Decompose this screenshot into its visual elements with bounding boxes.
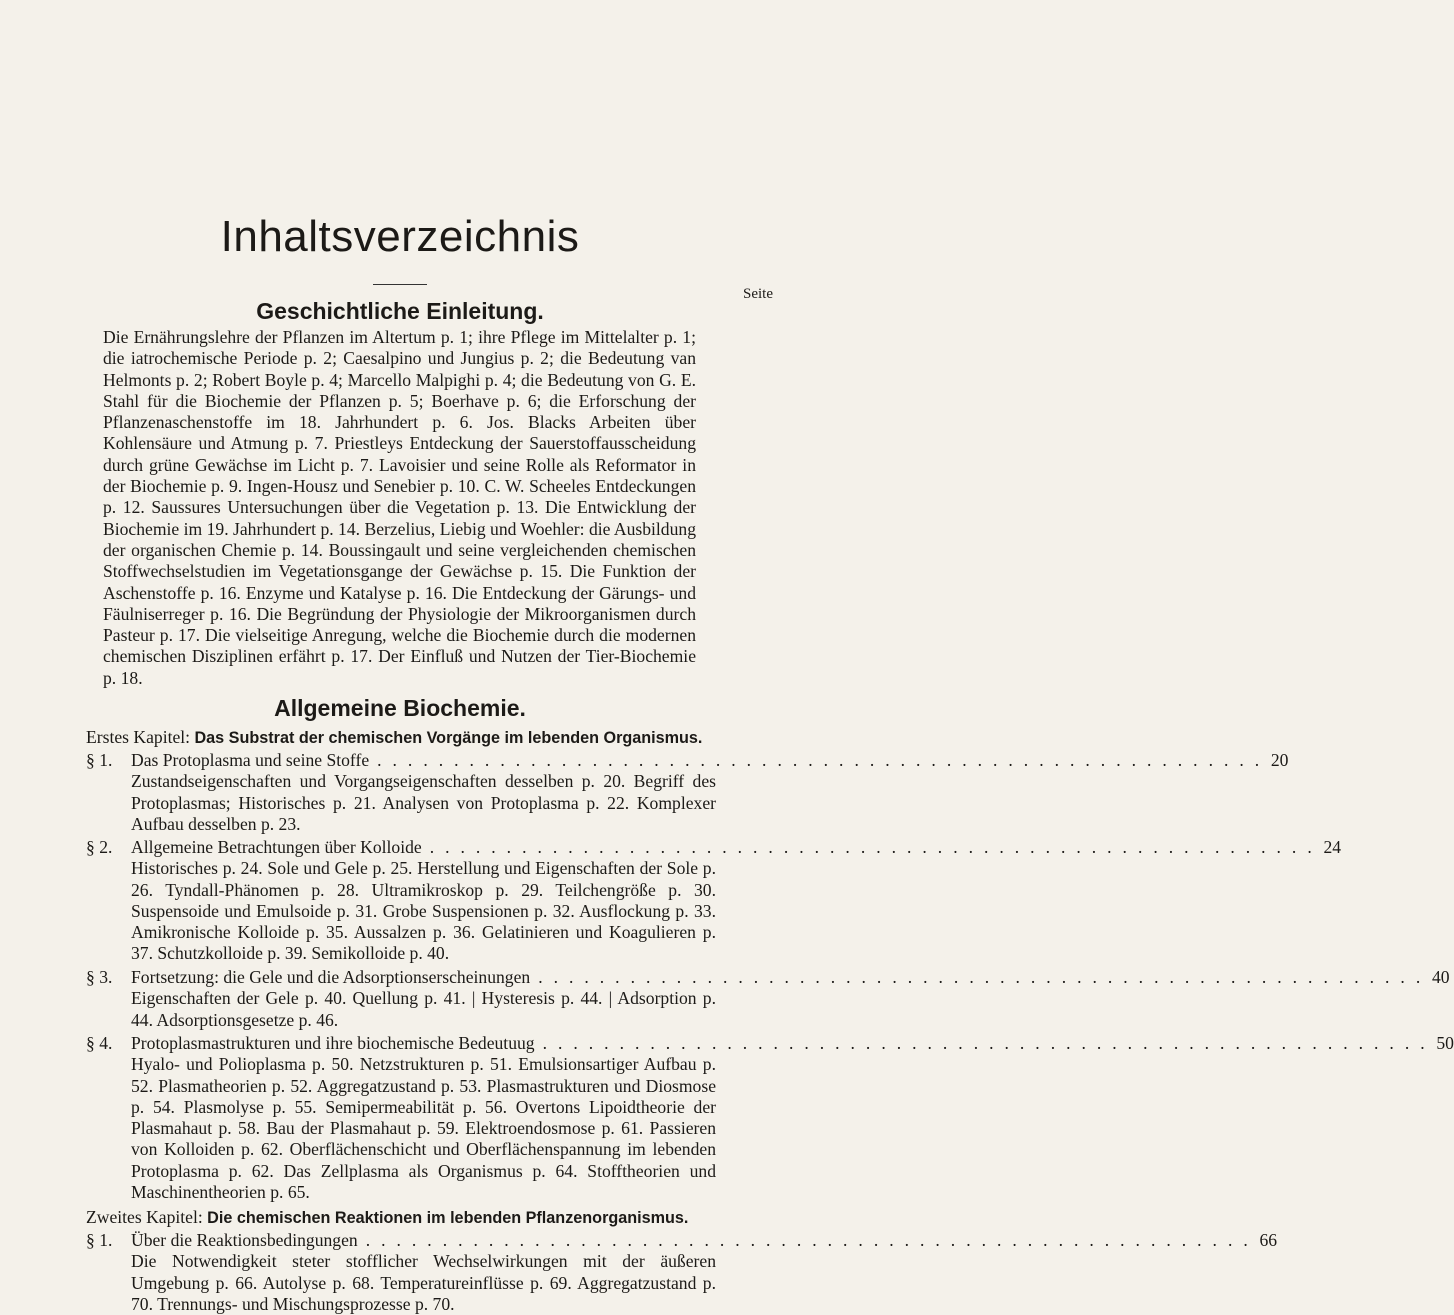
section-page: 20: [1270, 750, 1289, 770]
page-column-label: Seite: [743, 286, 773, 302]
toc-section: [86, 837, 1342, 965]
section-description: Hyalo- und Polioplasma p. 50. Netzstrukturen p. 51. Emulsionsartiger Aufbau p. 52. Plasmatheorien p. 52. Aggregatzustand p. 53. Plasmastrukturen und Diosmose p. 54. Plasmolyse p. 55. Semipermeabilität p. 56. Overtons Lipoidtheorie der Plasmahaut p. 58. Bau der Plasmahaut p. 59. Elektroendosmose p. 61. Passieren von Kolloiden p. 62. Oberflächenschicht und Oberflächenspannung im lebenden Protoplasma p. 62. Das Zellplasma als Organismus p. 64. Stofftheorien und Maschinentheorien p. 65.: [131, 1054, 716, 1203]
section-page: 24: [1323, 837, 1342, 857]
chapter-heading: [86, 1207, 716, 1228]
section-number: § 1.: [86, 750, 113, 770]
section-title: Allgemeine Betrachtungen über Kolloide: [131, 837, 422, 857]
intro-heading: Geschichtliche Einleitung.: [256, 298, 544, 324]
toc-section: [86, 967, 1450, 1031]
section-description: Die Notwendigkeit steter stofflicher Wechselwirkungen mit der äußeren Umgebung p. 66. Autolyse p. 68. Temperatureinflüsse p. 69. Aggregatzustand p. 70. Trennungs- und Mischungsprozesse p. 70.: [131, 1251, 716, 1314]
dot-leader: . . . . . . . . . . . . . . . . . . . . . . . . . . . . . . . . . . . . . . . . . . . . . . . . . . . . . . . . . .: [365, 1230, 1252, 1250]
title-divider: [373, 284, 427, 285]
section-description: Zustandseigenschaften und Vorgangseigenschaften desselben p. 20. Begriff des Protoplasmas; Historisches p. 21. Analysen von Protoplasma p. 22. Komplexer Aufbau desselben p. 23.: [131, 771, 716, 834]
section-number: § 4.: [86, 1033, 113, 1053]
intro-text: Die Ernährungslehre der Pflanzen im Altertum p. 1; ihre Pflege im Mittelalter p. 1; die iatrochemische Periode p. 2; Caesalpino und Jungius p. 2; die Bedeutung van Helmonts p. 2; Robert Boyle p. 4; Marcello Malpighi p. 4; die Bedeutung von G. E. Stahl für die Biochemie der Pflanzen p. 5; Boerhave p. 6; die Erforschung der Pflanzenaschenstoffe im 18. Jahrhundert p. 6. Jos. Blacks Arbeiten über Kohlensäure und Atmung p. 7. Priestleys Entdeckung der Sauerstoffausscheidung durch grüne Gewächse im Licht p. 7. Lavoisier und seine Rolle als Reformator in der Biochemie p. 9. Ingen-Housz und Senebier p. 10. C. W. Scheeles Entdeckungen p. 12. Saussures Untersuchungen über die Vegetation p. 13. Die Entwicklung der Biochemie im 19. Jahrhundert p. 14. Berzelius, Liebig und Woehler: die Ausbildung der organischen Chemie p. 14. Boussingault und seine vergleichenden chemischen Stoffwechselstudien im Vegetationsgange der Gewächse p. 15. Die Funktion der Aschenstoffe p. 16. Enzyme und Katalyse p. 16. Die Entdeckung der Gärungs- und Fäulniserreger p. 16. Die Begründung der Physiologie der Mikroorganismen durch Pasteur p. 17. Die vielseitige Anregung, welche die Biochemie durch die modernen chemischen Disziplinen erfährt p. 17. Der Einfluß und Nutzen der Tier-Biochemie p. 18.: [103, 327, 696, 688]
section-title: Das Protoplasma und seine Stoffe: [131, 750, 370, 770]
section-page: 40: [1431, 967, 1450, 987]
section-title: Protoplasmastrukturen und ihre biochemische Bedeutuug: [131, 1033, 535, 1053]
part-heading: Allgemeine Biochemie.: [274, 695, 526, 721]
section-number: § 2.: [86, 837, 113, 857]
toc-section: [86, 1033, 1454, 1203]
chapter-label: Erstes Kapitel:: [86, 727, 191, 747]
section-page: 66: [1259, 1230, 1278, 1250]
dot-leader: . . . . . . . . . . . . . . . . . . . . . . . . . . . . . . . . . . . . . . . . . . . . . . . . . . . . . . . . . .: [429, 837, 1316, 857]
dot-leader: . . . . . . . . . . . . . . . . . . . . . . . . . . . . . . . . . . . . . . . . . . . . . . . . . . . . . . . . . .: [377, 750, 1263, 770]
chapter-heading: [86, 727, 716, 748]
dot-leader: . . . . . . . . . . . . . . . . . . . . . . . . . . . . . . . . . . . . . . . . . . . . . . . . . . . . . . . . . .: [538, 967, 1424, 987]
section-page: 50: [1436, 1033, 1454, 1053]
toc-section: [86, 1230, 1278, 1315]
chapter-title: Die chemischen Reaktionen im lebenden Pflanzenorganismus.: [207, 1209, 689, 1227]
section-number: § 3.: [86, 967, 113, 987]
toc-section: [86, 750, 1289, 835]
section-description: Historisches p. 24. Sole und Gele p. 25. Herstellung und Eigenschaften der Sole p. 26. Tyndall-Phänomen p. 28. Ultramikroskop p. 29. Teilchengröße p. 30. Suspensoide und Emulsoide p. 31. Grobe Suspensionen p. 32. Ausflockung p. 33. Amikronische Kolloide p. 35. Aussalzen p. 36. Gelatinieren und Koagulieren p. 37. Schutzkolloide p. 39. Semikolloide p. 40.: [131, 858, 716, 964]
section-description: Eigenschaften der Gele p. 40. Quellung p. 41. | Hysteresis p. 44. | Adsorption p. 44. Adsorptionsgesetze p. 46.: [131, 988, 716, 1030]
chapter-label: Zweites Kapitel:: [86, 1207, 203, 1227]
section-title: Über die Reaktionsbedingungen: [131, 1230, 358, 1250]
section-title: Fortsetzung: die Gele und die Adsorptionserscheinungen: [131, 967, 531, 987]
chapter-title: Das Substrat der chemischen Vorgänge im lebenden Organismus.: [194, 729, 703, 747]
page-title: Inhaltsverzeichnis: [220, 212, 580, 261]
dot-leader: . . . . . . . . . . . . . . . . . . . . . . . . . . . . . . . . . . . . . . . . . . . . . . . . . . . . . . . . . .: [542, 1033, 1428, 1053]
section-number: § 1.: [86, 1230, 113, 1250]
